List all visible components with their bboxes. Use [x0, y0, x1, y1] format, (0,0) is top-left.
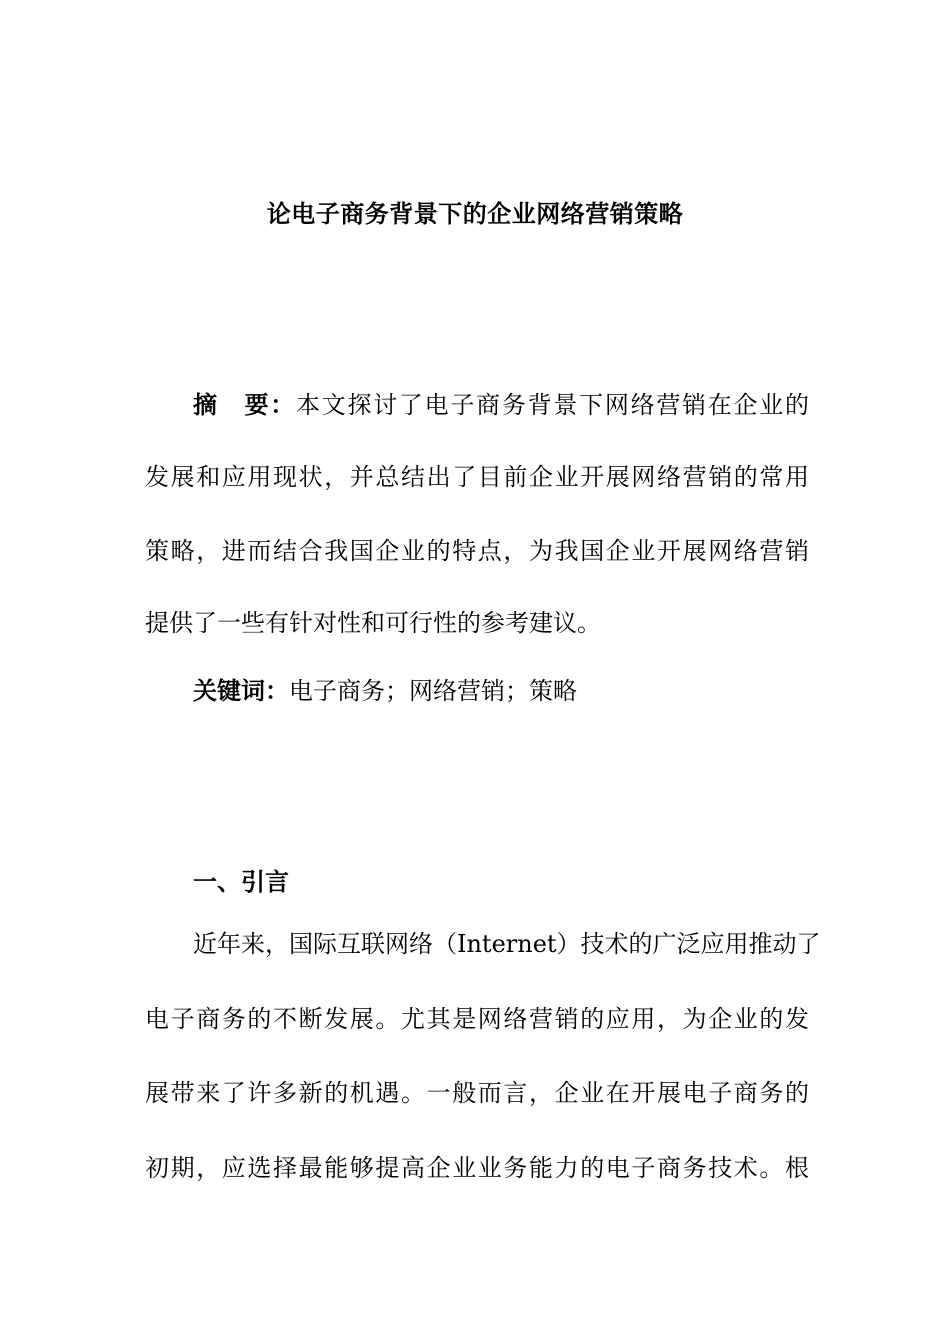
section-line-2: 电子商务的不断发展。尤其是网络营销的应用，为企业的发: [145, 1005, 809, 1033]
abstract-text: 本文探讨了电子商务背景下网络营销在企业的: [295, 391, 810, 419]
section-line-4: 初期，应选择最能够提高企业业务能力的电子商务技术。根: [145, 1154, 809, 1182]
keywords-text: 电子商务；网络营销；策略: [289, 677, 577, 705]
section-line-1: 近年来，国际互联网络（Internet）技术的广泛应用推动了: [193, 930, 821, 958]
section-heading: 一、引言: [193, 867, 289, 896]
document-title: 论电子商务背景下的企业网络营销策略: [266, 199, 684, 228]
abstract-line-3: 策略，进而结合我国企业的特点，为我国企业开展网络营销: [145, 537, 809, 565]
keywords-label: 关键词：: [193, 676, 289, 705]
abstract-line-2: 发展和应用现状，并总结出了目前企业开展网络营销的常用: [145, 463, 809, 491]
abstract-label: 摘 要：: [193, 390, 296, 419]
abstract-line-4: 提供了一些有针对性和可行性的参考建议。: [145, 609, 601, 637]
keywords-line: [193, 675, 809, 707]
abstract-line-1: [193, 389, 809, 421]
section-line-3: 展带来了许多新的机遇。一般而言，企业在开展电子商务的: [145, 1079, 809, 1107]
